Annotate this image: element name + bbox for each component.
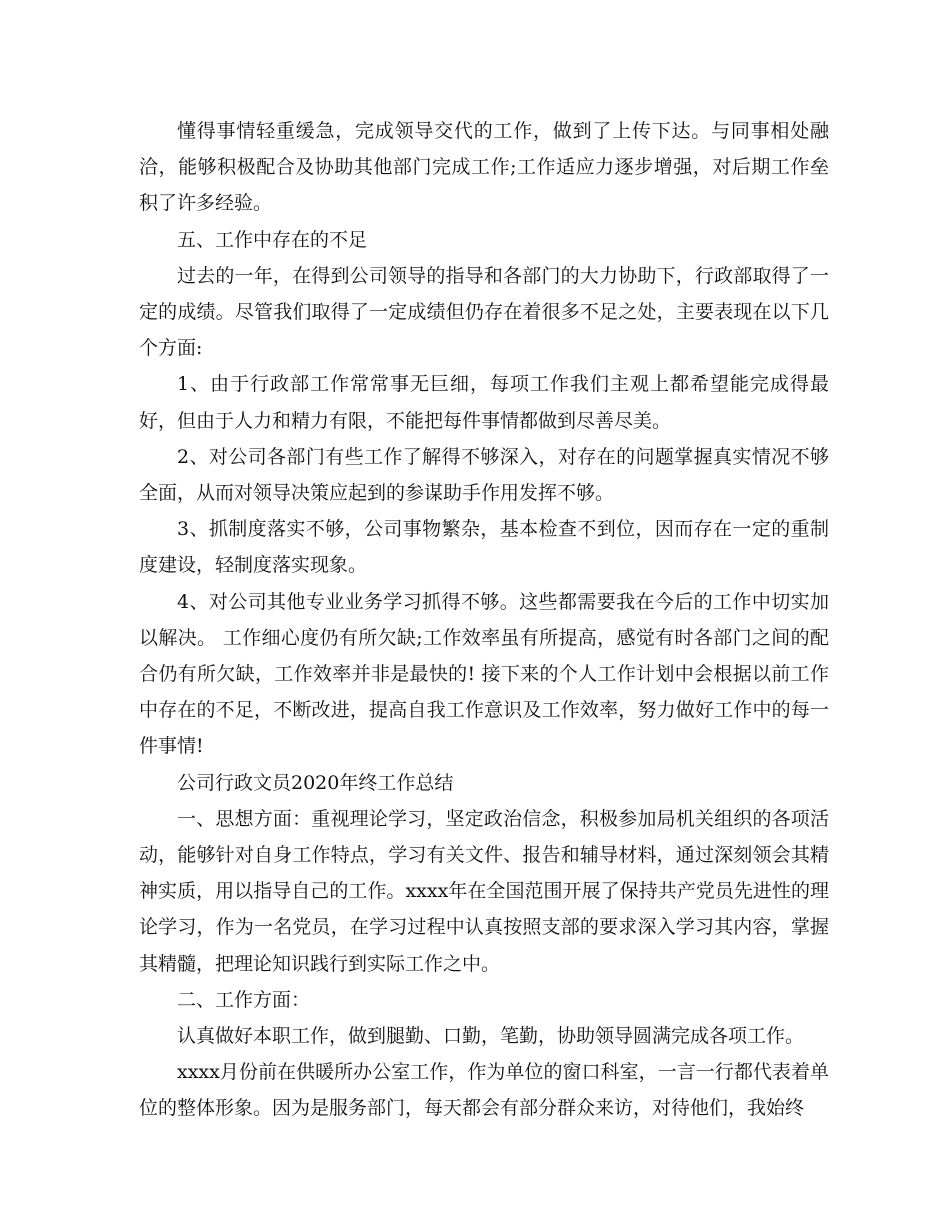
document-body xyxy=(139,113,829,1127)
list-item: 2、对公司各部门有些工作了解得不够深入，对存在的问题掌握真实情况不够全面，从而对领导决策应起到的参谋助手作用发挥不够。 xyxy=(139,445,829,505)
paragraph: 认真做好本职工作，做到腿勤、口勤，笔勤，协助领导圆满完成各项工作。 xyxy=(177,1025,805,1048)
paragraph: 过去的一年，在得到公司领导的指导和各部门的大力协助下，行政部取得了一定的成绩。尽管我们取得了一定成绩但仍存在着很多不足之处，主要表现在以下几个方面: xyxy=(139,264,829,360)
list-item: 1、由于行政部工作常常事无巨细，每项工作我们主观上都希望能完成得最好，但由于人力和精力有限，不能把每件事情都做到尽善尽美。 xyxy=(139,373,829,432)
list-item: 4、对公司其他专业业务学习抓得不够。这些都需要我在今后的工作中切实加以解决。 工作细心度仍有所欠缺;工作效率虽有所提高，感觉有时各部门之间的配合仍有所欠缺，工作效率并非是最快的! 接下来的个人工作计划中会根据以前工作中存在的不足，不断改进，提高自我工作意识及工作效率，努力做好工作中的每一件事情! xyxy=(139,590,829,758)
document-title: 公司行政文员2020年终工作总结 xyxy=(177,771,454,794)
paragraph: 懂得事情轻重缓急，完成领导交代的工作，做到了上传下达。与同事相处融洽，能够积极配合及协助其他部门完成工作;工作适应力逐步增强，对后期工作垒积了许多经验。 xyxy=(139,120,829,215)
section-heading: 二、工作方面： xyxy=(177,988,311,1011)
list-item: 3、抓制度落实不够，公司事物繁杂，基本检查不到位，因而存在一定的重制度建设，轻制度落实现象。 xyxy=(139,518,829,577)
paragraph: 一、思想方面：重视理论学习，坚定政治信念，积极参加局机关组织的各项活动，能够针对自身工作特点，学习有关文件、报告和辅导材料，通过深刻领会其精神实质，用以指导自己的工作。xxxx年在全国范围开展了保持共产党员先进性的理论学习，作为一名党员，在学习过程中认真按照支部的要求深入学习其内容，掌握其精髓，把理论知识践行到实际工作之中。 xyxy=(139,807,829,975)
section-heading: 五、工作中存在的不足 xyxy=(177,228,368,251)
paragraph: xxxx月份前在供暖所办公室工作，作为单位的窗口科室，一言一行都代表着单位的整体形象。因为是服务部门，每天都会有部分群众来访，对待他们，我始终 xyxy=(139,1061,829,1120)
